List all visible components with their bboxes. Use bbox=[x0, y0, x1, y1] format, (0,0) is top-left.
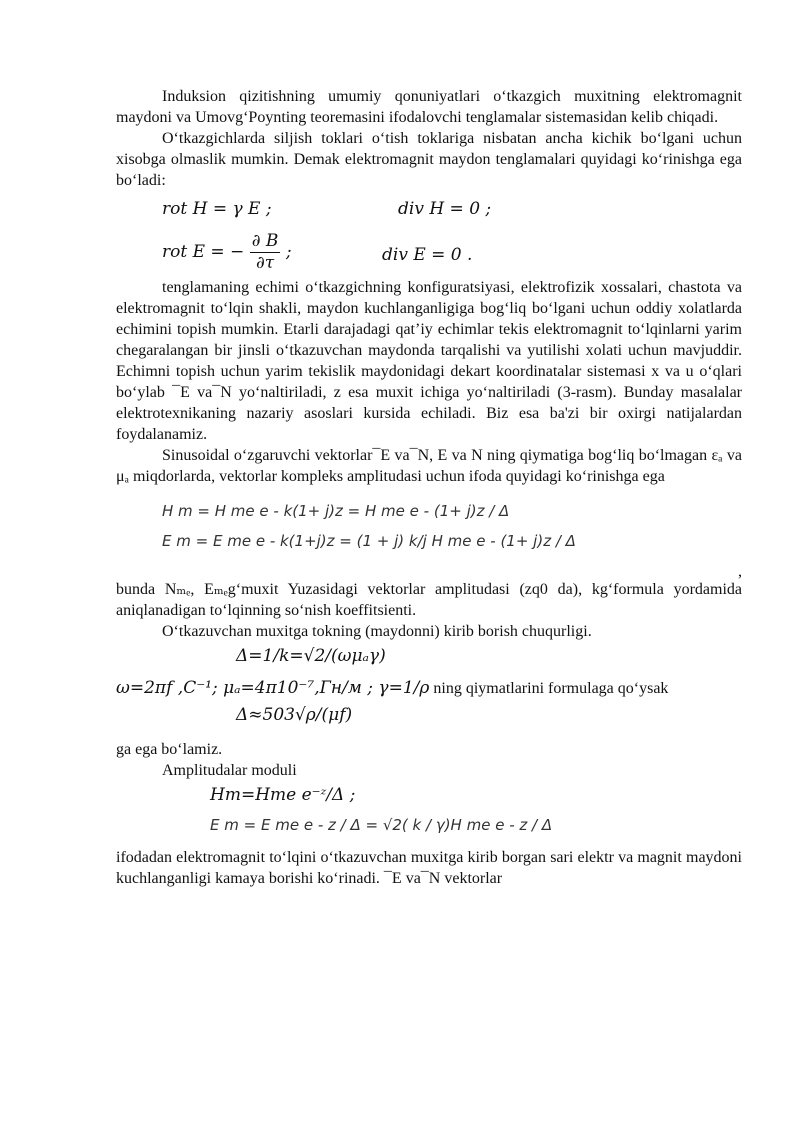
paragraph-where: bunda Nₘₑ, Eₘₑg‘muxit Yuzasidagi vektorlar amplitudasi (zq0 da), kg‘formula yordamida aniqlanadigan to‘lqinning so‘nish koeffitsienti. bbox=[116, 581, 742, 619]
equation-rot-e bbox=[162, 231, 292, 274]
paragraph-amplitude-modulus: Amplitudalar moduli bbox=[162, 762, 297, 779]
equation-rot-e-lhs: rot E = − bbox=[162, 242, 245, 262]
equation-div-e: div E = 0 . bbox=[382, 245, 473, 265]
equation-rot-h: rot H = γ E ; bbox=[162, 199, 272, 219]
equation-hm-modulus: Hm=Hme e⁻ᶻ/Δ ; bbox=[210, 785, 356, 805]
document-page bbox=[116, 86, 742, 889]
equation-rot-e-denominator: ∂τ bbox=[255, 253, 275, 273]
equation-delta-text: Δ=1/k=√2/(ωμₐγ) bbox=[236, 646, 386, 666]
paragraph-conductors: O‘tkazgichlarda siljish toklari o‘tish toklariga nisbatan ancha kichik bo‘lgani uchun xisobga olmaslik mumkin. Demak elektromagnit maydon tenglamalari quyidagi ko‘rinishga ega bo‘ladi: bbox=[116, 130, 742, 189]
paragraph-intro: Induksion qizitishning umumiy qonuniyatlari o‘tkazgich muxitning elektromagnit maydoni va Umovg‘Poynting teoremasini ifodalovchi tenglamalar sistemasidan kelib chiqadi. bbox=[116, 88, 742, 126]
paragraph-solution: tenglamaning echimi o‘tkazgichning konfiguratsiyasi, elektrofizik xossalari, chastota va elektromagnit to‘lqin shakli, maydon kuchlanganligiga bog‘liq bo‘lgani uchun oddiy xolatlarda echimini topish mumkin. Etarli darajadagi qat’iy echimlar tekis elektromagnit to‘lqinlarni yarim chegaralangan bir jinsli o‘tkazuvchan maydonda tarqalishi va yutilishi xolati uchun mavjuddir. Echimni topish uchun yarim tekislik maydonidagi dekart koordinatalar sistemasi x va u o‘qlari bo‘ylab ¯E va¯N yo‘naltiriladi, z esa muxit ichiga yo‘naltiriladi (3-rasm). Bunday masalalar elektrotexnikaning nazariy asoslari kursida echiladi. Biz esa ba'zi bir oxirgi natijalardan foydalanamiz. bbox=[116, 279, 742, 443]
equation-row-2 bbox=[116, 225, 742, 277]
equation-row-1 bbox=[116, 191, 742, 225]
equation-em-comma: , bbox=[738, 563, 742, 580]
equation-rot-e-tail: ; bbox=[285, 242, 292, 262]
equation-hm: H m = H me e - k(1+ j)z = H me e - (1+ j)z / Δ bbox=[162, 502, 510, 520]
paragraph-depth: O‘tkazuvchan muxitga tokning (maydonni) kirib borish chuqurligi. bbox=[162, 623, 592, 640]
equation-rot-e-fraction bbox=[250, 231, 281, 274]
equation-block-modulus bbox=[210, 785, 742, 843]
equation-block-amplitudes bbox=[162, 501, 742, 580]
paragraph-conclusion: ifodadan elektromagnit to‘lqini o‘tkazuvchan muxitga kirib borgan sari elektr va magnit maydoni kuchlanganligi kamaya borishi ko‘rinadi. ¯E va¯N vektorlar bbox=[116, 849, 742, 887]
paragraph-omega-tail: ning qiymatlarini formulaga qo‘ysak bbox=[433, 680, 669, 697]
paragraph-result: ga ega bo‘lamiz. bbox=[116, 741, 223, 758]
equation-delta bbox=[236, 646, 742, 672]
equation-delta-approx-text: Δ≈503√ρ/(μf) bbox=[236, 705, 353, 725]
paragraph-sinusoidal: Sinusoidal o‘zgaruvchi vektorlar¯E va¯N, E va N ning qiymatiga bog‘liq bo‘lmagan εₐ va μₐ miqdorlarda, vektorlar kompleks amplitudasi uchun ifoda quyidagi ko‘rinishga ega bbox=[116, 447, 742, 485]
equation-omega: ω=2πf ,C⁻¹; μₐ=4π10⁻⁷,Гн/м ; γ=1/ρ bbox=[116, 678, 430, 698]
equation-em: E m = E me e - k(1+j)z = (1 + j) k/j H me e - (1+ j)z / Δ bbox=[162, 532, 576, 550]
equation-delta-approx bbox=[236, 705, 742, 735]
paragraph-omega bbox=[116, 678, 742, 699]
equation-em-modulus: E m = E me e - z / Δ = √2( k / γ)H me e - z / Δ bbox=[210, 816, 553, 834]
equation-rot-e-numerator: ∂ B bbox=[251, 231, 279, 251]
equation-div-h: div H = 0 ; bbox=[398, 199, 492, 219]
